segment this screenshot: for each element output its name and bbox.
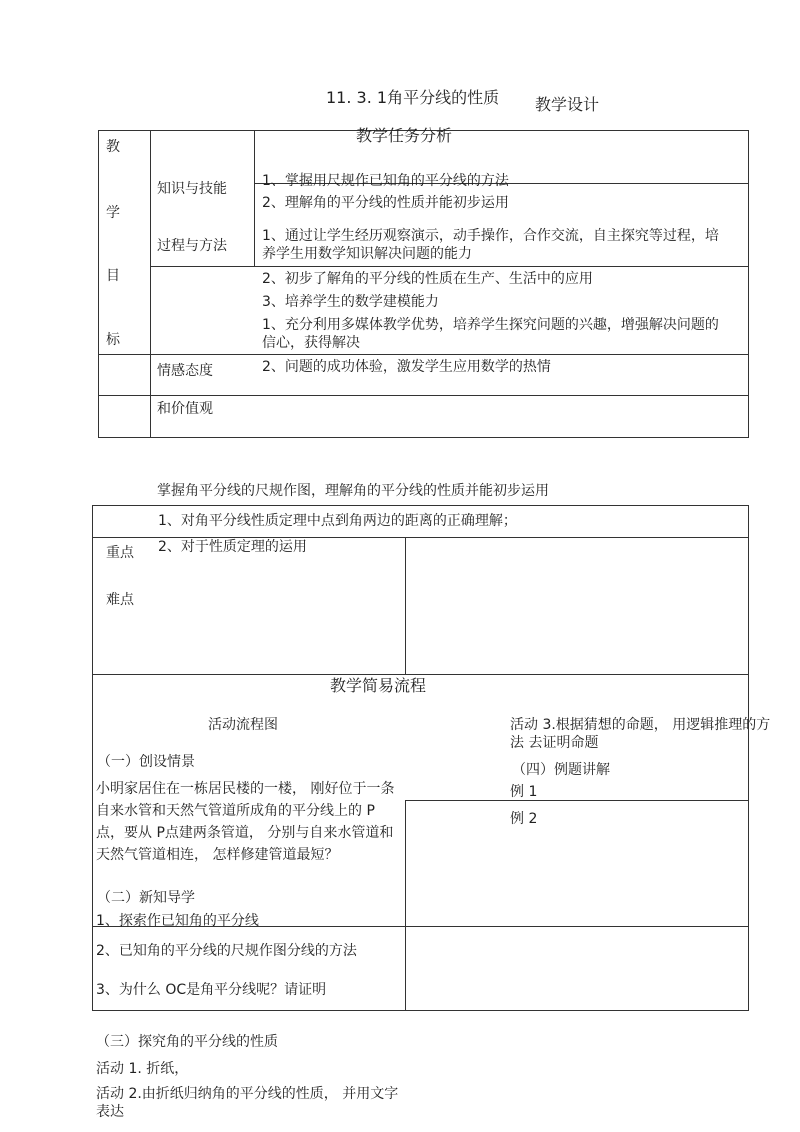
section-2-item-1: 1、探索作已知角的平分线: [96, 913, 259, 929]
key-points-intro: 掌握角平分线的尺规作图，理解角的平分线的性质并能初步运用: [157, 483, 549, 499]
section-2-item-2: 2、已知角的平分线的尺规作图分线的方法: [96, 943, 357, 959]
label-difficult: 难点: [106, 592, 134, 608]
category-knowledge: 知识与技能: [157, 181, 227, 197]
key-point-1: 1、对角平分线性质定理中点到角两边的距离的正确理解；: [158, 513, 517, 529]
section-2-item-3: 3、为什么 OC是角平分线呢？请证明: [96, 982, 327, 998]
objective-k2: 2、理解角的平分线的性质并能初步运用: [262, 195, 509, 211]
objective-k1: 1、掌握用尺规作已知角的平分线的方法: [262, 173, 509, 189]
example-2: 例 2: [510, 811, 538, 827]
flow-chart-title: 活动流程图: [208, 717, 278, 733]
example-1: 例 1: [510, 784, 538, 800]
section-1-text: 小明家居住在一栋居民楼的一楼， 刚好位于一条自来水管和天然气管道所成角的平分线上的 P点，要从 P点建两条管道， 分别与自来水管道和天然气管道相连， 怎样修建管道最短？: [96, 781, 395, 863]
activity-1: 活动 1. 折纸，: [96, 1061, 189, 1077]
doc-subtitle: 教学设计: [535, 95, 600, 114]
side-label-2: 学: [106, 205, 120, 221]
section-1-title: （一）创设情景: [97, 754, 195, 770]
label-key: 重点: [106, 545, 134, 561]
flow-title: 教学简易流程: [330, 676, 427, 695]
section-4-title: （四）例题讲解: [512, 762, 610, 778]
side-label-1: 教: [106, 139, 120, 155]
section-3-title: （三）探究角的平分线的性质: [96, 1034, 278, 1050]
section-2-title: （二）新知导学: [97, 890, 195, 906]
objective-p3: 3、培养学生的数学建模能力: [262, 294, 439, 310]
objective-e1: 1、充分利用多媒体教学优势，培养学生探究问题的兴趣，增强解决问题的信心，获得解决: [262, 317, 719, 352]
objective-p1: 1、通过让学生经历观察演示，动手操作，合作交流，自主探究等过程，培养学生用数学知识解决问题的能力: [262, 228, 719, 263]
category-process: 过程与方法: [157, 238, 227, 254]
task-analysis-caption: 教学任务分析: [356, 126, 453, 145]
objective-e2: 2、问题的成功体验，激发学生应用数学的热情: [262, 359, 551, 375]
key-point-2: 2、对于性质定理的运用: [158, 539, 307, 555]
activity-3: 活动 3.根据猜想的命题， 用逻辑推理的方法 去证明命题: [510, 717, 771, 752]
activity-2: 活动 2.由折纸归纳角的平分线的性质， 并用文字表达: [96, 1086, 399, 1121]
category-emotion: 情感态度: [157, 363, 213, 379]
objective-p2: 2、初步了解角的平分线的性质在生产、生活中的应用: [262, 271, 593, 287]
side-label-4: 标: [106, 332, 120, 348]
category-values: 和价值观: [157, 401, 213, 417]
side-label-3: 目: [106, 268, 120, 284]
doc-title: 11. 3. 1角平分线的性质: [326, 88, 500, 107]
